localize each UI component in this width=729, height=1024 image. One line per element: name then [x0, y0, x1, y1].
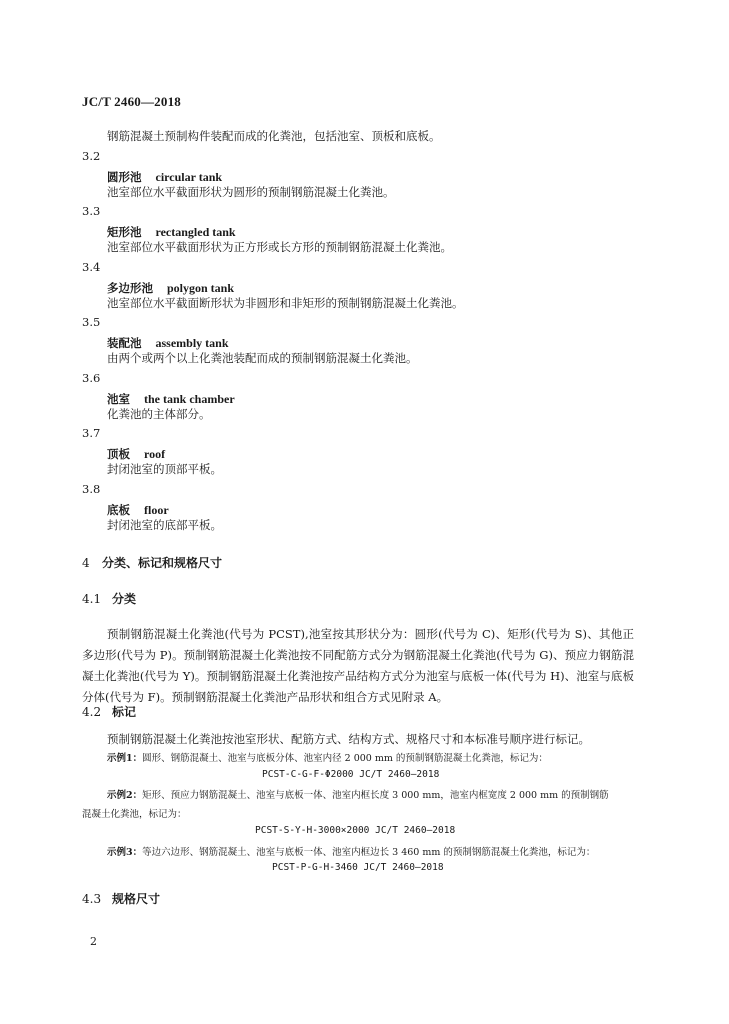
section-number: 4.2 — [82, 705, 102, 719]
term-zh: 底板 — [107, 503, 130, 517]
section-number: 4 — [82, 556, 90, 570]
term-heading — [107, 277, 234, 296]
section-title: 规格尺寸 — [112, 892, 161, 906]
term-heading — [107, 166, 222, 185]
term-definition: 池室部位水平截面形状为圆形的预制钢筋混凝土化粪池。 — [107, 185, 395, 199]
section-number: 4.3 — [82, 892, 102, 906]
term-zh: 圆形池 — [107, 170, 142, 184]
term-definition: 封闭池室的底部平板。 — [107, 518, 222, 532]
section-number: 4.1 — [82, 592, 102, 606]
term-en: rectangled tank — [155, 225, 236, 239]
example-label: 示例2： — [107, 790, 143, 801]
term-en: floor — [144, 503, 169, 517]
term-definition: 化粪池的主体部分。 — [107, 407, 211, 421]
term-number: 3.6 — [82, 371, 101, 385]
term-en: assembly tank — [155, 336, 229, 350]
term-zh: 多边形池 — [107, 281, 153, 295]
term-number: 3.7 — [82, 426, 101, 440]
page-number: 2 — [90, 935, 97, 948]
example-label: 示例3： — [107, 847, 143, 858]
document-header: JC/T 2460—2018 — [82, 94, 181, 109]
term-heading — [107, 388, 235, 407]
term-zh: 装配池 — [107, 336, 142, 350]
example-text: 等边六边形、钢筋混凝土、池室与底板一体、池室内框边长 3 460 mm 的预制钢筋混凝土化粪池，标记为： — [142, 847, 596, 858]
term-number: 3.4 — [82, 260, 101, 274]
example-text: 矩形、预应力钢筋混凝土、池室与底板一体、池室内框长度 3 000 mm，池室内框宽度 2 000 mm 的预制钢筋 — [142, 790, 609, 801]
term-definition: 由两个或两个以上化粪池装配而成的预制钢筋混凝土化粪池。 — [107, 351, 418, 365]
term-en: polygon tank — [167, 281, 235, 295]
term-heading — [107, 221, 236, 240]
term-en: roof — [144, 447, 166, 461]
subsection-heading — [82, 890, 160, 907]
classification-paragraph: 预制钢筋混凝土化粪池(代号为 PCST),池室按其形状分为：圆形(代号为 C)、矩形(代号为 S)、其他正多边形(代号为 P)。预制钢筋混凝土化粪池按不同配筋方式分为钢筋混凝土化粪池(代号为 G)、预应力钢筋混凝土化粪池(代号为 Y)。预制钢筋混凝土化粪池按产品结构方式分为池室与底板一体(代号为 H)、池室与底板分体(代号为 F)。预制钢筋混凝土化粪池产品形状和组合方式见附录 A。 — [82, 627, 634, 704]
term-number: 3.2 — [82, 149, 101, 163]
term-number: 3.3 — [82, 204, 101, 218]
example-text-continued: 混凝土化粪池，标记为： — [82, 809, 187, 820]
term-definition: 池室部位水平截面形状为正方形或长方形的预制钢筋混凝土化粪池。 — [107, 240, 452, 254]
intro-text: 钢筋混凝土预制构件装配而成的化粪池，包括池室、顶板和底板。 — [107, 129, 441, 143]
example-2 — [107, 787, 609, 801]
example-3 — [107, 844, 595, 858]
example-label: 示例1： — [107, 753, 143, 764]
section-title: 分类 — [112, 592, 137, 606]
section-heading — [82, 554, 222, 571]
subsection-heading — [82, 590, 136, 607]
term-number: 3.8 — [82, 482, 101, 496]
term-heading — [107, 499, 169, 518]
term-number: 3.5 — [82, 315, 101, 329]
term-heading — [107, 332, 229, 351]
term-en: the tank chamber — [144, 392, 235, 406]
example-code: PCST-C-G-F-Φ2000 JC/T 2460—2018 — [262, 769, 440, 780]
term-heading — [107, 443, 165, 462]
term-zh: 矩形池 — [107, 225, 142, 239]
section-title: 标记 — [112, 705, 137, 719]
example-code: PCST-P-G-H-3460 JC/T 2460—2018 — [272, 862, 444, 873]
term-en: circular tank — [155, 170, 223, 184]
term-definition: 池室部位水平截面断形状为非圆形和非矩形的预制钢筋混凝土化粪池。 — [107, 296, 464, 310]
section-title: 分类、标记和规格尺寸 — [102, 556, 223, 570]
example-text: 圆形、钢筋混凝土、池室与底板分体、池室内径 2 000 mm 的预制钢筋混凝土化粪池，标记为： — [142, 753, 548, 764]
term-zh: 顶板 — [107, 447, 130, 461]
subsection-heading — [82, 703, 136, 720]
example-code: PCST-S-Y-H-3000×2000 JC/T 2460—2018 — [255, 825, 456, 836]
example-1 — [107, 750, 548, 764]
term-definition: 封闭池室的顶部平板。 — [107, 462, 222, 476]
term-zh: 池室 — [107, 392, 130, 406]
marking-paragraph: 预制钢筋混凝土化粪池按池室形状、配筋方式、结构方式、规格尺寸和本标准号顺序进行标记。 — [107, 732, 590, 746]
